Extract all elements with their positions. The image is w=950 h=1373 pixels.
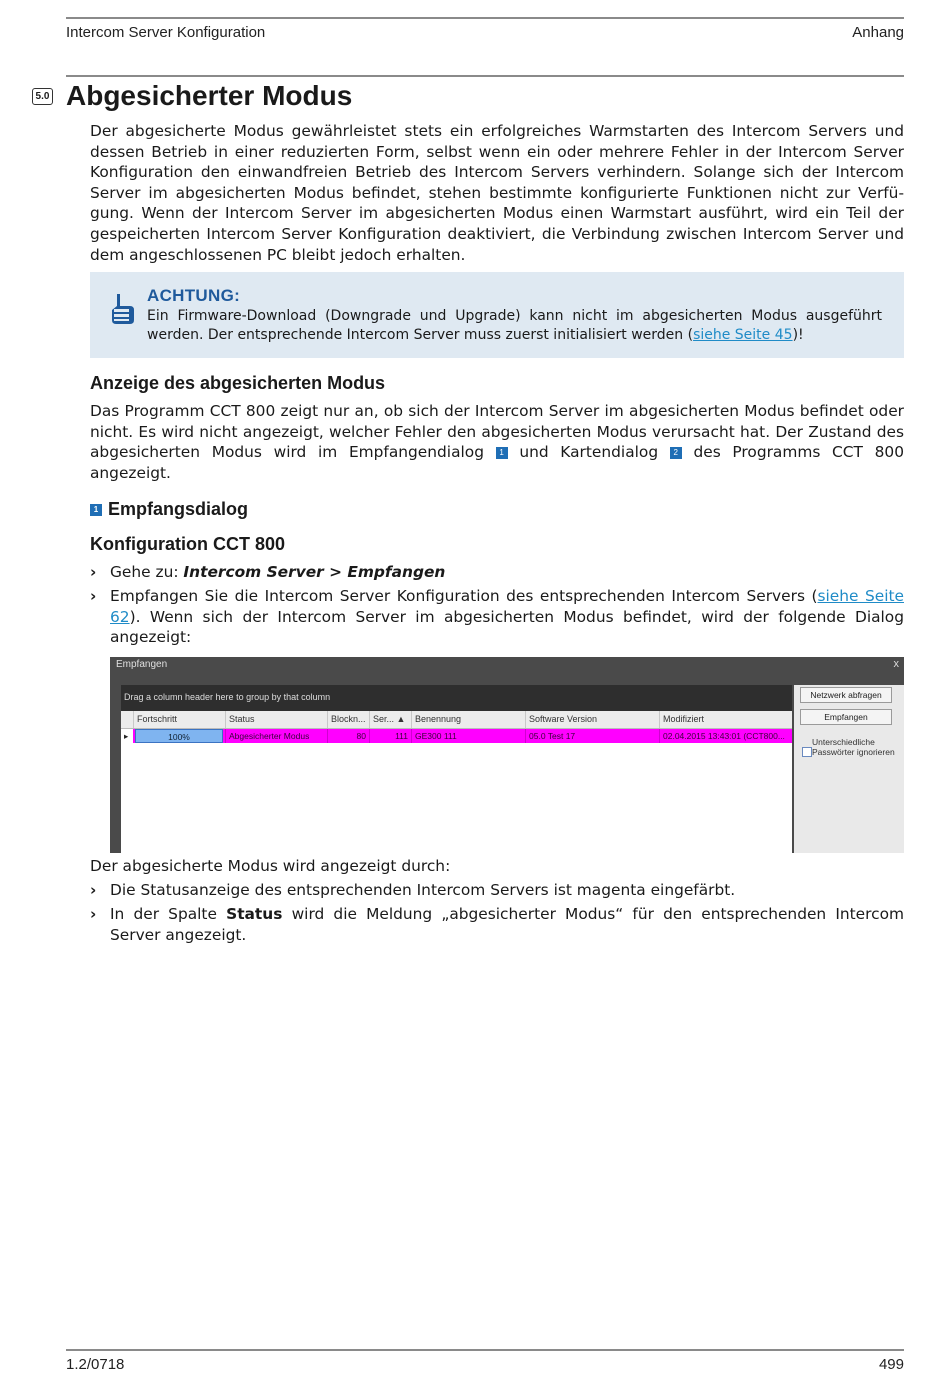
- chevron-right-icon: ›: [90, 881, 97, 899]
- column-header-blocknummer[interactable]: Blockn...: [327, 711, 369, 728]
- result-bullet-1: [90, 880, 904, 901]
- ignore-passwords-label: Unterschiedliche Passwörter ignorieren: [812, 737, 895, 757]
- intro-text: Der abgesicherte Modus gewährleistet stets ein erfolgreiches Warmstarten des Intercom Servers und dessen Betrieb in einer reduzierten Form, selbst wenn ein oder mehrere Fehler in der Intercom Server Konfiguration den einwandfreien Betrieb des Intercom Servers verhindern. Solange sich der Intercom Server im abgesicherten Modus befindet, stehen bestimmte konfigurierte Funktionen nicht zur Verfü-gung. Wenn der Intercom Server im abgesicherten Modus einen Warmstart ausführt, wird ein Teil der gespeicherten Intercom Server Konfiguration deaktiviert, die Verbindung zwischen Intercom Server und dem angeschlossenen PC bleibt jedoch erhalten.: [90, 122, 904, 264]
- version-badge: 5.0: [32, 88, 53, 105]
- column-header-benennung[interactable]: Benennung: [411, 711, 525, 728]
- result-lead-text: Der abgesicherte Modus wird angezeigt durch:: [90, 857, 451, 875]
- badge-2: 2: [670, 447, 682, 459]
- note-text: [147, 307, 882, 345]
- footer-version: 1.2/0718: [66, 1356, 125, 1373]
- progress-bar: 100%: [135, 729, 223, 743]
- konfiguration-heading: Konfiguration CCT 800: [90, 534, 286, 554]
- anzeige-text-c: des Programms CCT 800 angezeigt.: [90, 443, 905, 482]
- note-text-after: )!: [792, 327, 804, 343]
- dialog-title: Empfangen: [116, 659, 168, 670]
- anzeige-heading: Anzeige des abgesicherten Modus: [90, 373, 386, 393]
- hand-pointer-icon: [108, 292, 136, 326]
- intro-paragraph: [90, 121, 904, 265]
- section-title: Abgesicherter Modus: [66, 80, 353, 111]
- cell-server: 111: [369, 729, 411, 743]
- cell-block: 80: [327, 729, 369, 743]
- result-lead: [90, 856, 904, 877]
- anzeige-text-b: und Kartendialog: [507, 443, 670, 462]
- badge-1: 1: [496, 447, 508, 459]
- step-1-path: Intercom Server > Empfangen: [183, 563, 446, 581]
- netzwerk-abfragen-button[interactable]: Netzwerk abfragen: [800, 687, 892, 703]
- result-bullet-2: [90, 904, 904, 945]
- warning-note: [90, 272, 904, 358]
- note-title: ACHTUNG:: [147, 286, 241, 305]
- column-header-status[interactable]: Status: [225, 711, 327, 728]
- chevron-right-icon: ›: [90, 905, 97, 923]
- anzeige-text-a: Das Programm CCT 800 zeigt nur an, ob sich der Intercom Server im abgesicherten Modus befindet oder nicht. Es wird nicht angezeigt, welcher Fehler den abgesicherten Modus verursacht hat. Der Zustand des abgesicherten Modus wird im Empfangendialog: [90, 402, 904, 462]
- table-row[interactable]: [121, 729, 792, 743]
- column-header-modifiziert[interactable]: Modifiziert: [659, 711, 792, 728]
- ignore-passwords-checkbox[interactable]: [802, 747, 812, 757]
- footer-rule: [66, 1349, 904, 1351]
- chevron-right-icon: ›: [90, 587, 97, 605]
- step-2-after: ). Wenn sich der Intercom Server im abgesicherten Modus befindet, wird der folgende Dialog angezeigt:: [110, 607, 904, 647]
- close-icon[interactable]: x: [893, 658, 899, 670]
- empfangen-dialog: [110, 657, 904, 853]
- column-header-software-version[interactable]: Software Version: [525, 711, 659, 728]
- row-marker-icon: ▸: [121, 729, 133, 743]
- dialog-side-panel: [794, 685, 904, 853]
- footer-page-number: 499: [878, 1356, 904, 1373]
- result-bullet-1-text: Die Statusanzeige des entsprechenden Intercom Servers ist magenta eingefärbt.: [110, 881, 736, 899]
- column-header-server[interactable]: Ser... ▲: [369, 711, 411, 728]
- cell-modifiziert: 02.04.2015 13:43:01 (CCT800...: [659, 729, 792, 743]
- step-2: [90, 586, 904, 648]
- step-1-prefix: Gehe zu:: [110, 563, 184, 581]
- cell-benennung: GE300 111: [411, 729, 525, 743]
- empfangsdialog-heading: [90, 499, 248, 520]
- result-bullet-2-a: In der Spalte: [110, 905, 227, 923]
- empfangsdialog-badge: 1: [90, 504, 102, 516]
- column-header-fortschritt[interactable]: Fortschritt: [133, 711, 225, 728]
- section-rule: [66, 75, 904, 77]
- empfangsdialog-title: Empfangsdialog: [108, 499, 249, 519]
- result-bullet-2-bold: Status: [226, 905, 283, 923]
- step-1: [90, 562, 904, 583]
- step-2-text: Empfangen Sie die Intercom Server Konfiguration des entsprechenden Intercom Servers (: [110, 587, 818, 605]
- step-2-link[interactable]: siehe Seite 62: [110, 587, 904, 626]
- header-right: Anhang: [852, 24, 904, 41]
- dialog-grid: [121, 685, 792, 853]
- note-text-body: Ein Firmware-Download (Downgrade und Upgrade) kann nicht im abgesicherten Modus ausgeführt werden. Der entsprechende Intercom Server muss zuerst initialisiert werden (: [147, 308, 882, 343]
- note-link[interactable]: siehe Seite 45: [693, 327, 793, 343]
- anzeige-text: [90, 401, 904, 483]
- header-rule: [66, 17, 904, 19]
- anzeige-paragraph: [90, 401, 904, 483]
- empfangen-button[interactable]: Empfangen: [800, 709, 892, 725]
- header-left: Intercom Server Konfiguration: [66, 24, 266, 41]
- group-by-hint: Drag a column header here to group by that column: [121, 685, 792, 711]
- cell-software-version: 05.0 Test 17: [525, 729, 659, 743]
- result-bullet-2-b: wird die Meldung „abgesicherter Modus“ für den entsprechenden Intercom Server angezeigt.: [110, 905, 905, 944]
- chevron-right-icon: ›: [90, 563, 97, 581]
- column-header-row: [121, 711, 792, 729]
- cell-status: Abgesicherter Modus: [225, 729, 327, 743]
